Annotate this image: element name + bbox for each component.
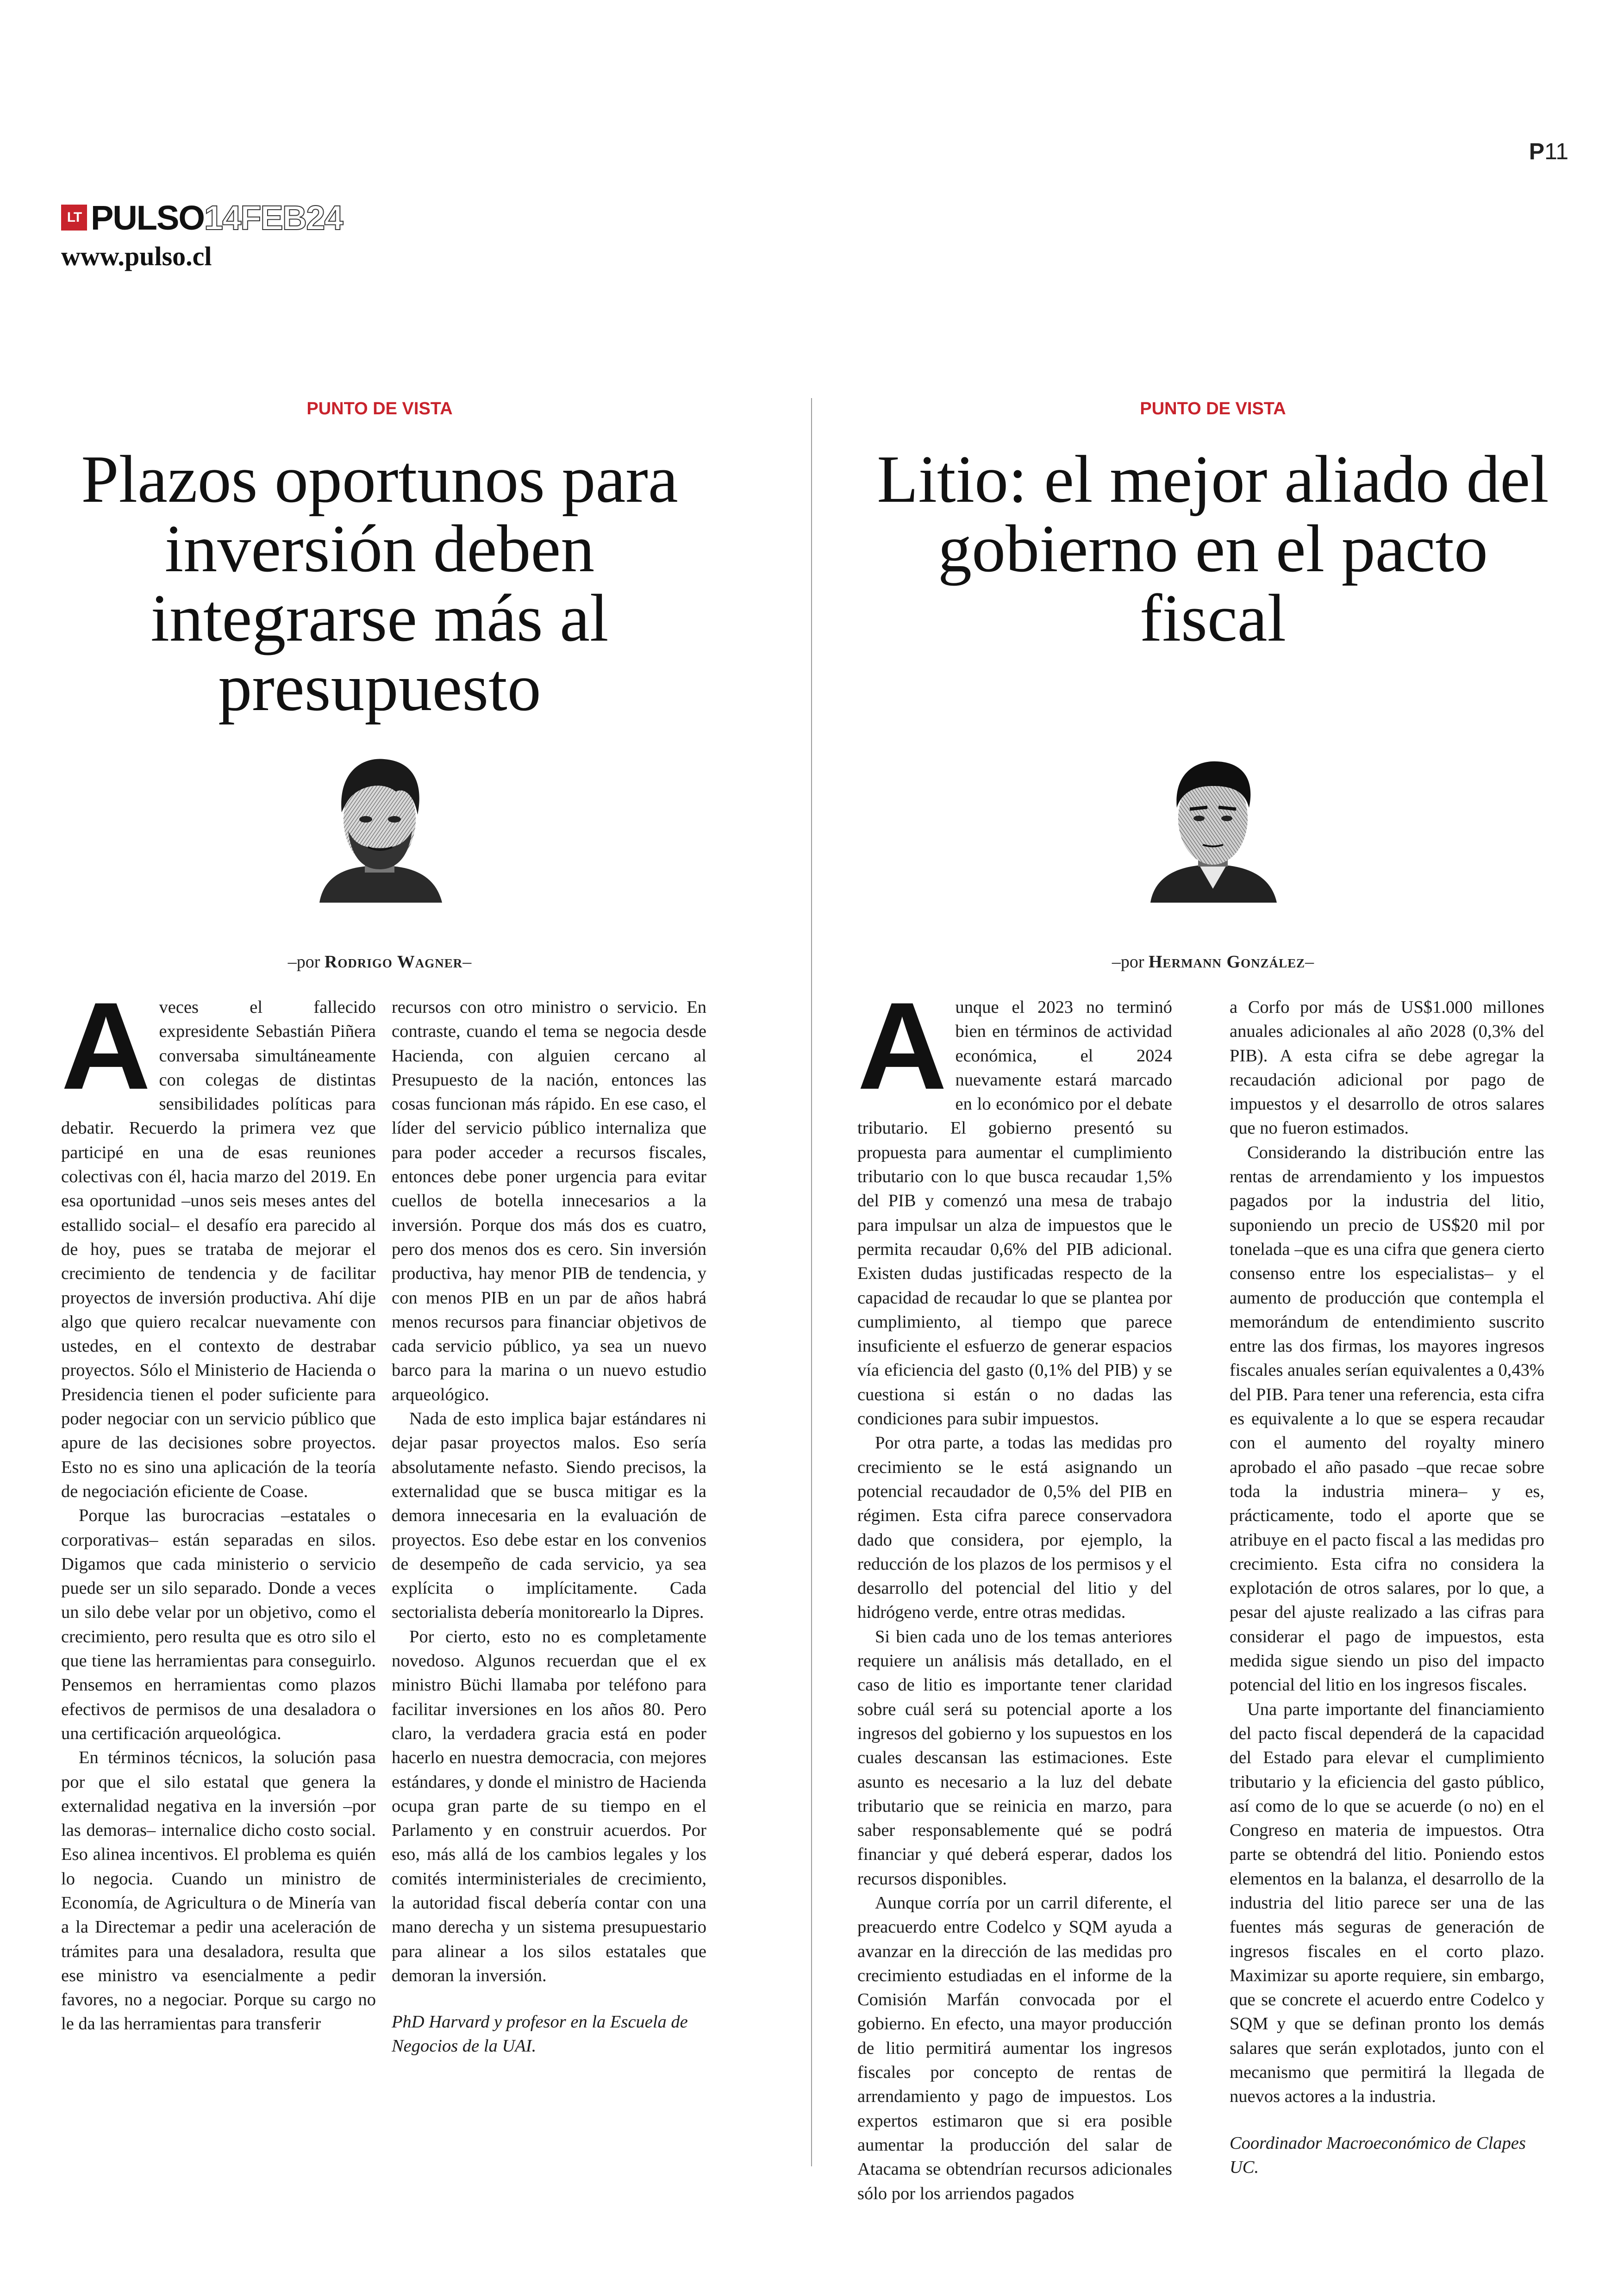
left-article-column-1	[61, 976, 376, 2036]
paragraph: unque el 2023 no terminó bien en términos de actividad económica, el 2024 nuevamente estará marcado en lo económico por el debate tributario. El gobierno presentó su propuesta para aumentar el cumplimiento tributario con lo que busca recaudar 1,5% del PIB y comenzó una mesa de trabajo para impulsar un alza de impuestos que le permita recaudar 0,6% del PIB adicional. Existen dudas justificadas respecto de la capacidad de recaudar lo que se plantea por cumplimiento, al tiempo que parece insuficiente el esfuerzo de generar espacios vía eficiencia del gasto (0,1% del PIB) y se cuestiona si están o no dadas las condiciones para subir impuestos.	[857, 998, 1172, 1429]
right-byline: –por Hermann González–	[1112, 952, 1314, 972]
right-headline: Litio: el mejor aliado del gobierno en el pacto fiscal	[877, 442, 1549, 655]
paragraph: Porque las burocracias –estatales o corporativas– están separadas en silos. Digamos que cada ministerio o servicio puede ser un silo separado. Donde a veces un silo debe velar por un objetivo, como el crecimiento, pero resulta que es otro silo el que tiene las herramientas para conseguirlo. Pensemos en herramientas como plazos efectivos de permisos de una desaladora o una certificación arqueológica.	[61, 1506, 376, 1743]
paragraph: recursos con otro ministro o servicio. En contraste, cuando el tema se negocia desde Hacienda, con alguien cercano al Presupuesto de la nación, entonces las cosas funcionan más rápido. En ese caso, el líder del servicio público internaliza que para poder acceder a recursos fiscales, entonces debe poner urgencia para evitar cuellos de botella innecesarios a la inversión. Porque dos más dos es cuatro, pero dos menos dos es cero. Sin inversión productiva, hay menor PIB de tendencia, y con menos PIB en un par de años habrá menos recursos para financiar objetivos de cada servicio público, ya sea un nuevo barco para la marina o un nuevo estudio arqueológico.	[392, 998, 706, 1404]
left-article-column-2	[392, 995, 706, 2058]
right-section-label: PUNTO DE VISTA	[1140, 399, 1286, 418]
paragraph: Por cierto, esto no es completamente novedoso. Algunos recuerdan que el ex ministro Büchi llamaba por teléfono para facilitar inversiones en los años 80. Pero claro, la verdadera gracia está en poder hacerlo en nuestra democracia, con mejores estándares, y donde el ministro de Hacienda ocupa gran parte de su tiempo en el Parlamento y en construir acuerdos. Por eso, más allá de los cambios legales y los comités interministeriales de crecimiento, la autoridad fiscal debería contar con una mano derecha y un sistema presupuestario para alinear a los silos estatales que demoran la inversión.	[392, 1627, 706, 1985]
right-dropcap: A	[857, 976, 947, 1115]
lt-logo: LT	[61, 205, 87, 231]
paragraph: a Corfo por más de US$1.000 millones anuales adicionales al año 2028 (0,3% del PIB). A esta cifra se debe agregar la recaudación adicional por pago de impuestos y el desarrollo de otros salares que no fueron estimados.	[1230, 998, 1544, 1138]
right-article-column-1	[857, 976, 1172, 2206]
column-divider	[811, 398, 812, 2166]
left-section-label: PUNTO DE VISTA	[306, 399, 453, 418]
paragraph: Una parte importante del financiamiento del pacto fiscal dependerá de la capacidad del Estado para elevar el cumplimiento tributario y la eficiencia del gasto público, así como de lo que se acuerde (o no) en el Congreso en materia de impuestos. Otra parte se obtendrá del litio. Poniendo estos elementos en la balanza, el desarrollo de la industria del litio parece ser una de las fuentes más seguras de generación de ingresos fiscales en el corto plazo. Maximizar su aporte requiere, sin embargo, que se concrete el acuerdo entre Codelco y SQM y que se definan pronto los demás salares que serán explotados, junto con el mecanismo que permitirá la llegada de nuevos actores a la industria.	[1230, 1699, 1544, 2107]
paragraph: Nada de esto implica bajar estándares ni dejar pasar proyectos malos. Eso sería absolutamente nefasto. Siendo precisos, la externalidad que se busca mitigar es la demora innecesaria en la evaluación de proyectos. Eso debe estar en los convenios de desempeño de cada servicio, ya sea explícita o implícitamente. Cada sectorialista debería monitorearlo la Dipres.	[392, 1409, 706, 1622]
right-author-signature: Coordinador Macroeconómico de Clapes UC.	[1230, 2133, 1526, 2177]
page-number: P11	[1529, 138, 1568, 164]
masthead-date: 14FEB24	[204, 198, 343, 237]
left-byline: –por Rodrigo Wagner–	[287, 952, 472, 972]
left-dropcap: A	[61, 976, 151, 1115]
paragraph: Por otra parte, a todas las medidas pro crecimiento se le está asignando un potencial recaudador de 0,5% del PIB en régimen. Esta cifra parece conservadora dado que considera, por ejemplo, la reducción de los plazos de los permisos y el desarrollo del potencial del litio y del hidrógeno verde, entre otras medidas.	[857, 1433, 1172, 1622]
paragraph: En términos técnicos, la solución pasa por que el silo estatal que genera la externalidad negativa en la inversión –por las demoras– internalice dicho costo social. Eso alinea incentivos. El problema es quién lo negocia. Cuando un ministro de Economía, de Agricultura o de Minería van a la Directemar a pedir una aceleración de trámites para una desaladora, resulta que ese ministro va esencialmente a pedir favores, no a negociar. Porque su cargo no le da las herramientas para transferir	[61, 1748, 376, 2034]
paragraph: Considerando la distribución entre las rentas de arrendamiento y los impuestos pagados por la industria del litio, suponiendo un precio de US$20 mil por tonelada –que es una cifra que genera cierto consenso entre los especialistas– y el aumento de producción que contempla el memorándum de entendimiento suscrito entre las dos firmas, los mayores ingresos fiscales anuales serían equivalentes a 0,43% del PIB. Para tener una referencia, esta cifra es equivalente a lo que se espera recaudar con el aumento del royalty minero aprobado el año pasado –que recae sobre toda la industria minera– y es, prácticamente, todo el aporte que se atribuye en el pacto fiscal a las medidas pro crecimiento. Esta cifra no considera la explotación de otros salares, por lo que, a pesar del ajuste realizado a las cifras para considerar el pago de impuestos, esta medida sigue siendo un piso del impacto potencial del litio en los ingresos fiscales.	[1230, 1142, 1544, 1695]
masthead-name: PULSO	[91, 198, 204, 237]
right-author-name: Hermann González	[1149, 952, 1305, 972]
author-portrait-hermann-gonzalez	[1143, 750, 1282, 903]
right-article-column-2	[1230, 995, 1544, 2179]
paragraph: veces el fallecido expresidente Sebastián Piñera conversaba simultáneamente con colegas de distintas sensibilidades políticas para debatir. Recuerdo la primera vez que participé en una de esas reuniones colectivas con él, hacia marzo del 2019. En esa oportunidad –unos seis meses antes del estallido social– el desafío era parecido al de hoy, pues se trataba de mejorar el crecimiento de tendencia y de facilitar proyectos de inversión productiva. Ahí dije algo que quiero recalcar nuevamente con ustedes, en el contexto de destrabar proyectos. Sólo el Ministerio de Hacienda o Presidencia tienen el poder suficiente para poder negociar con un servicio público que apure de las decisiones sobre proyectos. Esto no es sino una aplicación de la teoría de negociación eficiente de Coase.	[61, 998, 376, 1501]
author-portrait-rodrigo-wagner	[310, 750, 449, 903]
site-url[interactable]: www.pulso.cl	[61, 241, 212, 271]
masthead	[61, 199, 343, 236]
left-author-signature: PhD Harvard y profesor en la Escuela de Negocios de la UAI.	[392, 2012, 688, 2056]
left-author-name: Rodrigo Wagner	[324, 952, 463, 972]
paragraph: Aunque corría por un carril diferente, el preacuerdo entre Codelco y SQM ayuda a avanzar en la dirección de las medidas pro crecimiento estudiadas en el informe de la Comisión Marfán convocada por el gobierno. En efecto, una mayor producción de litio permitirá aumentar los ingresos fiscales por concepto de rentas de arrendamiento y pago de impuestos. Los expertos estimaron que si era posible aumentar la producción del salar de Atacama se obtendrían recursos adicionales sólo por los arriendos pagados	[857, 1893, 1172, 2203]
left-headline: Plazos oportunos para inversión deben integrarse más al presupuesto	[81, 442, 678, 725]
paragraph: Si bien cada uno de los temas anteriores requiere un análisis más detallado, en el caso de litio es importante tener claridad sobre cuál será su potencial aporte a los ingresos del gobierno y los supuestos en los cuales descansan las estimaciones. Este asunto es necesario a la luz del debate tributario que se reinicia en marzo, para saber responsablemente qué se podrá financiar y qué deberá esperar, dados los recursos disponibles.	[857, 1627, 1172, 1889]
